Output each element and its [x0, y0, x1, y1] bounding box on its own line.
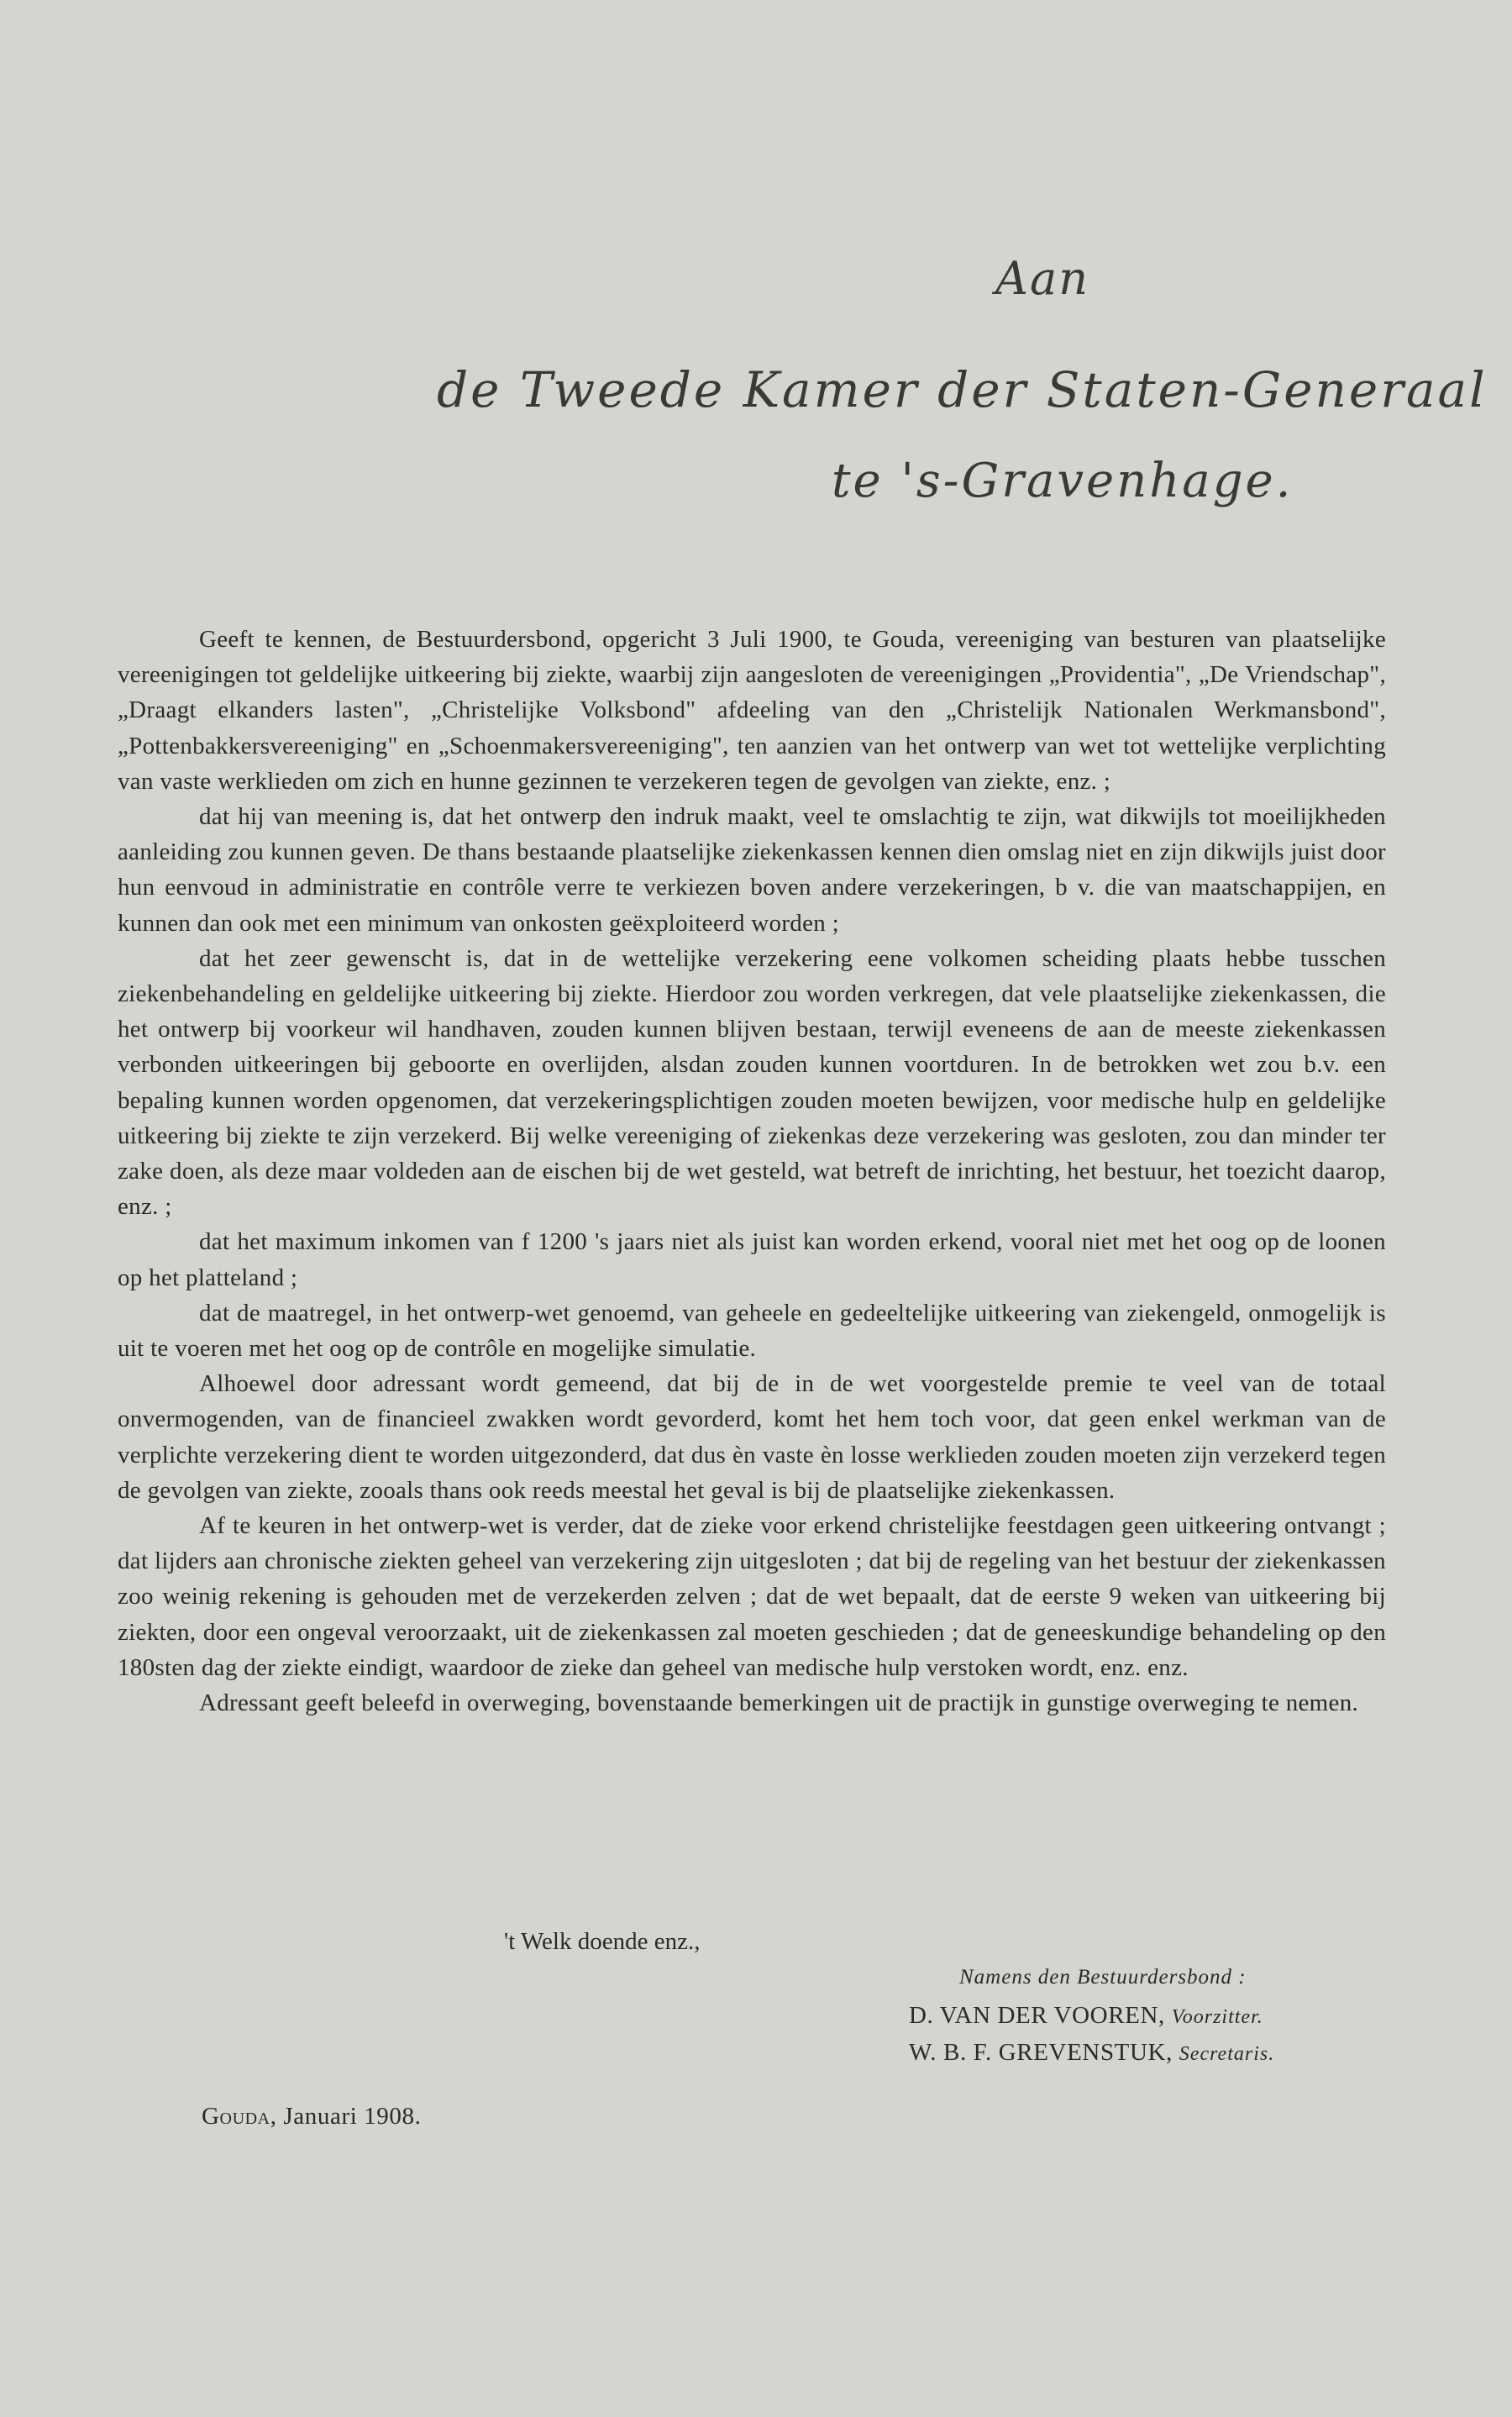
signature-block — [840, 1966, 1394, 2072]
addressee-salutation: Aan — [995, 252, 1089, 305]
place: Gouda — [202, 2103, 270, 2130]
paragraph: Geeft te kennen, de Bestuurdersbond, opgericht 3 Juli 1900, te Gouda, vereeniging van besturen van plaatselijke vereenigingen tot geldelijke uitkeering bij ziekte, waarbij zijn aangesloten de vereenigingen „Providentia", „De Vriendschap", „Draagt elkanders lasten", „Christelijke Volksbond" afdeeling van den „Christelijk Nationalen Werkmansbond", „Pottenbakkersvereeniging" en „Schoenmakersvereeniging", ten aanzien van het ontwerp van wet tot wettelijke verplichting van vaste werklieden om zich en hunne gezinnen te verzekeren tegen de gevolgen van ziekte, enz. ; — [118, 626, 1386, 795]
addressee-name: de Tweede Kamer der Staten-Generaal — [437, 361, 1488, 418]
signatory-row — [840, 1998, 1394, 2035]
addressee-location: te 's-Gravenhage. — [832, 454, 1294, 508]
addressee-block — [0, 0, 1512, 538]
signatory-role: Voorzitter. — [1171, 2006, 1263, 2028]
paragraph: Af te keuren in het ontwerp-wet is verder, dat de zieke voor erkend christelijke feestdagen geen uitkeering ontvangt ; dat lijders aan chronische ziekten geheel van verzekering zijn uitgesloten ; dat bij de regeling van het bestuur der ziekenkassen zoo weinig rekening is gehouden met de verzekerden zelven ; dat de wet bepaalt, dat de eerste 9 weken van uitkeering bij ziekten, door een ongeval veroorzaakt, uit de ziekenkassen zal moeten geschieden ; dat de geneeskundige behandeling op den 180sten dag der ziekte eindigt, waardoor de zieke dan geheel van medische hulp verstoken wordt, enz. enz. — [118, 1512, 1386, 1681]
petition-body — [118, 622, 1386, 1721]
paragraph: Alhoewel door adressant wordt gemeend, dat bij de in de wet voorgestelde premie te veel van de totaal onvermogenden, van de financieel zwakken wordt gevorderd, komt het hem toch voor, dat geen enkel werkman van de verplichte verzekering dient te worden uitgezonderd, dat dus èn vaste èn losse werklieden zouden moeten zijn verzekerd tegen de gevolgen van ziekte, zooals thans ook reeds meestal het geval is bij de plaatselijke ziekenkassen. — [118, 1370, 1386, 1504]
date: , Januari 1908. — [270, 2103, 422, 2130]
closing-formula: 't Welk doende enz., — [504, 1928, 701, 1955]
signatory-name: D. VAN DER VOOREN, — [909, 2002, 1165, 2029]
paragraph: dat het maximum inkomen van f 1200 's jaars niet als juist kan worden erkend, vooral niet met het oog op de loonen op het platteland ; — [118, 1228, 1386, 1291]
paragraph: Adressant geeft beleefd in overweging, bovenstaande bemerkingen uit de practijk in gunstige overweging te nemen. — [199, 1689, 1359, 1717]
signatory-name: W. B. F. GREVENSTUK, — [909, 2039, 1173, 2066]
signatory-role: Secretaris. — [1179, 2043, 1275, 2065]
paragraph: dat het zeer gewenscht is, dat in de wettelijke verzekering eene volkomen scheiding plaats hebbe tusschen ziekenbehandeling en geldelijke uitkeering bij ziekte. Hierdoor zou worden verkregen, dat vele plaatselijke ziekenkassen, die het ontwerp bij voorkeur wil handhaven, zouden kunnen blijven bestaan, terwijl eveneens de aan de meeste ziekenkassen verbonden uitkeeringen bij geboorte en overlijden, alsdan zouden kunnen voortduren. In de betrokken wet zou b.v. een bepaling kunnen worden opgenomen, dat verzekeringsplichtigen zouden moeten bewijzen, voor medische hulp en geldelijke uitkeering bij ziekte te zijn verzekerd. Bij welke vereeniging of ziekenkas deze verzekering was gesloten, zou dan minder ter zake doen, als deze maar voldeden aan de eischen bij de wet gesteld, wat betreft de inrichting, het bestuur, het toezicht daarop, enz. ; — [118, 944, 1386, 1221]
paragraph: dat de maatregel, in het ontwerp-wet genoemd, van geheele en gedeeltelijke uitkeering van ziekengeld, onmogelijk is uit te voeren met het oog op de contrôle en mogelijke simulatie. — [118, 1299, 1386, 1363]
paragraph: dat hij van meening is, dat het ontwerp den indruk maakt, veel te omslachtig te zijn, wat dikwijls tot moeilijkheden aanleiding zou kunnen geven. De thans bestaande plaatselijke ziekenkassen kennen dien omslag niet en zijn dikwijls juist door hun eenvoud in administratie en contrôle verre te verkiezen boven andere verzekeringen, b v. die van maatschappijen, en kunnen dan ook met een minimum van onkosten geëxploiteerd worden ; — [118, 803, 1386, 937]
signatory-row — [840, 2035, 1394, 2072]
signature-intro: Namens den Bestuurdersbond : — [959, 1966, 1247, 1989]
place-date — [202, 2103, 421, 2131]
